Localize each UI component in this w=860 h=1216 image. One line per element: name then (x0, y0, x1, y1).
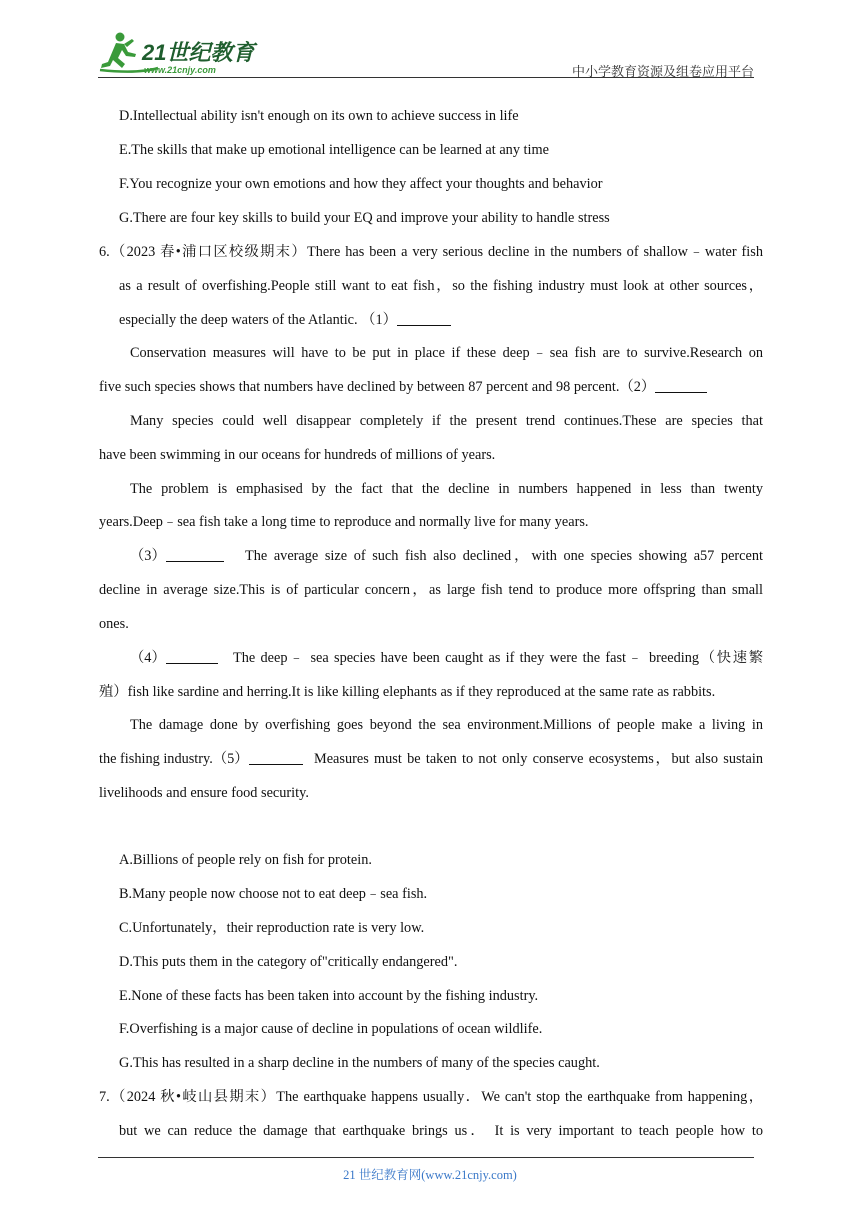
q6-p7-line1: The damage done by overfishing goes beyond the sea environment.Millions of people make a living in (130, 717, 763, 733)
q6-p2-line1: Conservation measures will have to be put in place if these deep﹣sea fish are to survive.Research on (130, 345, 763, 361)
q6-p6-line1: The deep﹣ sea species have been caught as if they were the fast﹣ breeding（快速繁 (233, 650, 763, 666)
q6-p5-line1-prefix (130, 547, 224, 565)
q6-p3-line1: Many species could well disappear completely if the present trend continues.These are species that (130, 413, 763, 429)
q6-p7-line2-text: the fishing industry.（5） (99, 751, 249, 767)
q6-p5-line1: The average size of such fish also declined，with one species showing a57 percent (245, 548, 763, 564)
q6-p6-line2: 殖）fish like sardine and herring.It is like killing elephants as if they reproduced at the same rate as rabbits. (99, 684, 716, 700)
q6-option-b: B.Many people now choose not to eat deep﹣sea fish. (119, 886, 428, 902)
q6-option-e: E.None of these facts has been taken into account by the fishing industry. (119, 988, 539, 1004)
header-divider (98, 77, 754, 78)
q6-stem-line2: as a result of overfishing.People still want to eat fish，so the fishing industry must look at other sources， (119, 278, 763, 294)
q6-p6-line1-prefix (130, 649, 218, 667)
q6-stem-line3 (119, 311, 451, 329)
page-header (98, 26, 754, 78)
blank-1[interactable] (397, 311, 451, 326)
q7-stem-line2: but we can reduce the damage that earthquake brings us． It is very important to teach people how to (119, 1123, 763, 1139)
q5-option-e: E.The skills that make up emotional intelligence can be learned at any time (119, 142, 549, 158)
q6-option-a: A.Billions of people rely on fish for protein. (119, 852, 372, 868)
blank-5[interactable] (249, 750, 303, 765)
logo-21cnjy (98, 30, 268, 76)
q6-option-d: D.This puts them in the category of"critically endangered". (119, 954, 458, 970)
q6-p7-line2: Measures must be taken to not only conserve ecosystems，but also sustain (314, 751, 763, 767)
q7-stem-line1: 7.（2024 秋•岐山县期末）The earthquake happens usually．We can't stop the earthquake from happening， (99, 1089, 763, 1105)
q6-option-c: C.Unfortunately，their reproduction rate is very low. (119, 920, 425, 936)
blank-4[interactable] (166, 649, 218, 664)
footer-divider (98, 1157, 754, 1158)
q6-p2-line2 (99, 378, 707, 396)
q5-option-d: D.Intellectual ability isn't enough on its own to achieve success in life (119, 108, 519, 124)
q6-p5-line3: ones. (99, 616, 129, 632)
logo-url: www.21cnjy.com (144, 65, 216, 75)
blank-3-number: （3） (130, 548, 166, 564)
q6-stem-line1: 6.（2023 春•浦口区校级期末）There has been a very serious decline in the numbers of shallow﹣water fish (99, 244, 763, 260)
logo-text: 21世纪教育 (142, 40, 255, 65)
q6-option-g: G.This has resulted in a sharp decline in the numbers of many of the species caught. (119, 1055, 600, 1071)
q6-p3-line2: have been swimming in our oceans for hundreds of millions of years. (99, 447, 496, 463)
q5-option-g: G.There are four key skills to build your EQ and improve your ability to handle stress (119, 210, 610, 226)
q6-p5-line2: decline in average size.This is of particular concern，as large fish tend to produce more offspring than small (99, 582, 763, 598)
q6-p7-line3: livelihoods and ensure food security. (99, 785, 309, 801)
footer-link[interactable]: 21 世纪教育网(www.21cnjy.com) (343, 1168, 517, 1182)
blank-2[interactable] (655, 378, 707, 393)
q5-option-f: F.You recognize your own emotions and how they affect your thoughts and behavior (119, 176, 603, 192)
q6-p4-line2: years.Deep﹣sea fish take a long time to reproduce and normally live for many years. (99, 514, 589, 530)
q6-option-f: F.Overfishing is a major cause of decline in populations of ocean wildlife. (119, 1021, 543, 1037)
q6-p7-line2-prefix (99, 750, 303, 768)
q6-p2-line2-text: five such species shows that numbers have declined by between 87 percent and 98 percent.（2） (99, 379, 656, 395)
blank-3[interactable] (166, 547, 224, 562)
q6-p4-line1: The problem is emphasised by the fact that the decline in numbers happened in less than twenty (130, 481, 763, 497)
platform-name: 中小学教育资源及组卷应用平台 (571, 64, 754, 79)
q6-stem-line3-text: especially the deep waters of the Atlantic. （1） (119, 312, 397, 328)
blank-4-number: （4） (130, 650, 166, 666)
